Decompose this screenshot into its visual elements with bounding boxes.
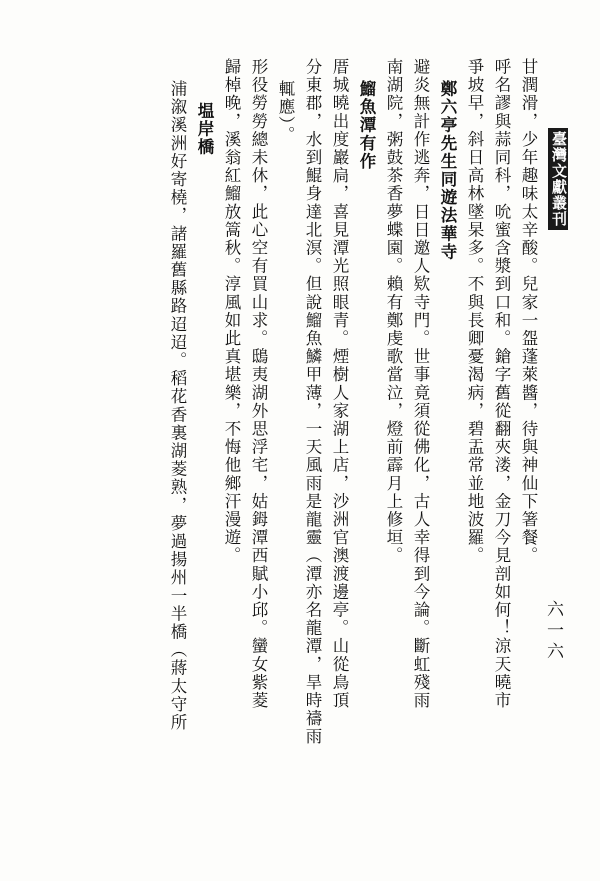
text-column: 形役勞勞總未休，此心空有買山求。鴟夷湖外思浮宅，姑鉧潭西賦小邱。蠻女紫菱 — [249, 58, 268, 710]
text-column: 爭坡早，斜日高林墜杲多。不與長卿憂渴病，碧盂常並地波羅。 — [465, 58, 484, 565]
text-column: 浦溆溪洲好寄橈，諸羅舊縣路迢迢。稻花香裏湖菱熟，夢過揚州一半橋（蔣太守所 — [168, 80, 187, 732]
text-column: 呼名謬與蒜同科，吮蜜含漿到口和。鎗字舊從翻夾溇，金刀今見剖如何！涼天曉市 — [492, 58, 511, 710]
poem-title-column: 塭岸橋 — [195, 102, 214, 157]
text-column: 分東郡，水到鯤身達北溟。但說鰡魚鱗甲薄，一天風雨是龍靈（潭亦名龍潭，旱時禱雨 — [303, 58, 322, 746]
text-column: 厝城曉出度巖扃，喜見潭光照眼青。煙樹人家湖上店，沙洲官澳渡邊亭。山從鳥頂 — [330, 58, 349, 710]
poem-title-column: 鰡魚潭有作 — [357, 80, 376, 171]
text-column: 輒應）。 — [276, 80, 295, 145]
text-column: 南湖院，粥鼓茶香夢蝶園。賴有鄭虔歌當泣，燈前霹月上修垣。 — [384, 58, 403, 565]
text-column: 甘潤滑，少年趣味太辛酸。兒家一盌蓬萊醬，待與神仙下箸餐。 — [519, 58, 538, 565]
running-head: 臺灣文獻叢刊 — [548, 128, 568, 230]
text-column: 避炎無計作逃奔，日日邀人欵寺門。世事竟須從佛化，古人幸得到今論。斷虹殘雨 — [411, 58, 430, 710]
text-column: 歸棹晚，溪翁紅鰡放篙秋。淳風如此真堪樂，不悔他鄉汗漫遊。 — [222, 58, 241, 565]
poem-title-column: 鄭六亭先生同遊法華寺 — [438, 80, 457, 261]
page-number: 六一六 — [543, 600, 563, 663]
vertical-text-block — [36, 58, 536, 838]
